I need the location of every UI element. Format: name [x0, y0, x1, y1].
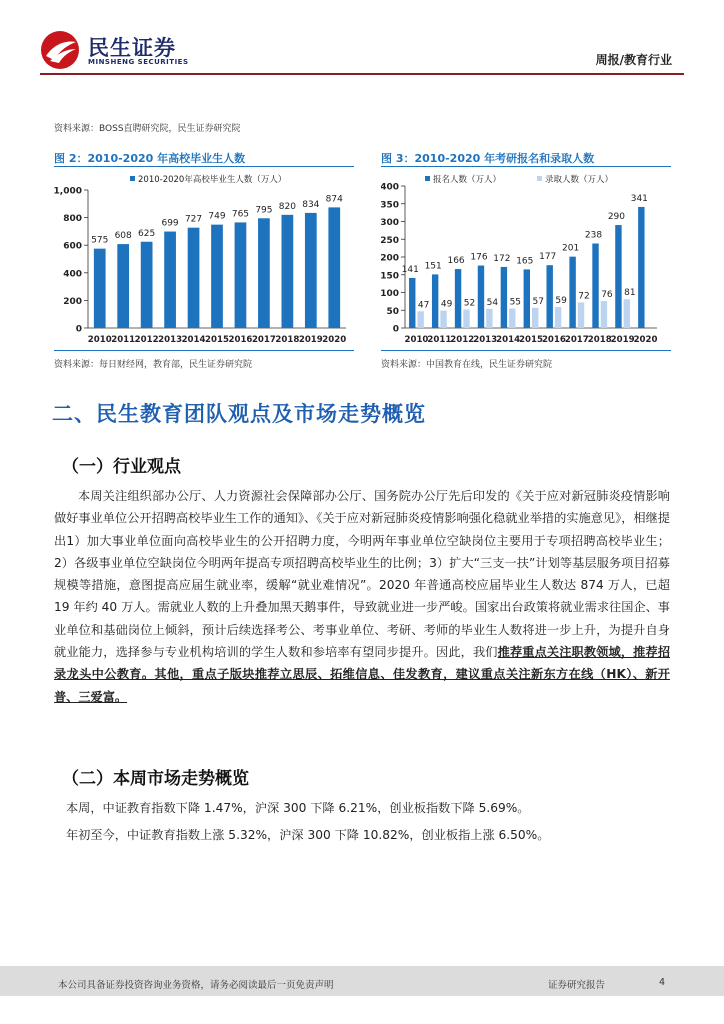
top-source-note: 资料来源：BOSS直聘研究院，民生证券研究院 — [54, 124, 241, 134]
recommendation-text: 推荐重点关注职教领域，推荐招录龙头中公教育。其他，重点子版块推荐立思辰、拓维信息、佳发教育，建议重点关注新东方在线（HK）、新开普、三爱富。 — [54, 645, 671, 704]
legend-swatch — [425, 176, 430, 181]
y-tick-label: 600 — [63, 241, 82, 252]
data-label: 141 — [401, 264, 419, 275]
data-label: 81 — [624, 288, 636, 299]
y-tick-label: 250 — [381, 235, 399, 246]
ytd-market-line: 年初至今，中证教育指数上涨 5.32%，沪深 300 下降 10.82%，创业板指上涨 6.50%。 — [66, 828, 550, 842]
y-tick-label: 1,000 — [54, 186, 82, 197]
bar — [188, 228, 200, 328]
bar — [546, 265, 552, 328]
x-tick-label: 2016 — [541, 335, 566, 345]
bar — [211, 225, 223, 328]
header-divider — [40, 73, 684, 75]
data-label: 172 — [493, 253, 511, 264]
figure2-title: 图 2：2010-2020 年高校毕业生人数 — [54, 152, 246, 165]
y-tick-label: 150 — [381, 271, 399, 282]
data-label: 608 — [114, 231, 132, 242]
y-tick-label: 0 — [392, 324, 399, 335]
footer-disclaimer: 本公司具备证券投资咨询业务资格，请务必阅读最后一页免责声明 — [58, 980, 334, 991]
legend-label: 录取人数（万人） — [545, 175, 614, 185]
data-label: 54 — [486, 297, 499, 308]
bar — [409, 278, 415, 328]
y-tick-label: 300 — [381, 218, 399, 228]
x-tick-label: 2015 — [205, 335, 229, 345]
x-tick-label: 2013 — [473, 335, 498, 345]
brand-name-en: MINSHENG SECURITIES — [88, 58, 189, 66]
data-label: 749 — [208, 211, 226, 222]
bar — [592, 244, 598, 328]
data-label: 820 — [278, 201, 296, 212]
data-label: 59 — [555, 296, 567, 307]
graduates-bar-chart — [54, 168, 354, 350]
data-label: 834 — [302, 199, 320, 210]
y-tick-label: 200 — [381, 253, 399, 264]
y-tick-label: 200 — [63, 296, 82, 307]
data-label: 177 — [539, 252, 557, 263]
y-tick-label: 400 — [63, 269, 82, 280]
data-label: 176 — [470, 252, 488, 263]
x-tick-label: 2010 — [87, 335, 112, 345]
bar — [638, 207, 644, 328]
legend-swatch — [130, 176, 135, 181]
x-tick-label: 2010 — [404, 335, 429, 345]
x-tick-label: 2016 — [228, 335, 253, 345]
bar — [555, 307, 561, 328]
data-label: 795 — [255, 205, 273, 216]
data-label: 238 — [584, 230, 603, 241]
figure2-bottom-rule — [54, 350, 354, 351]
page-number: 4 — [659, 977, 666, 988]
bar — [432, 274, 438, 328]
data-label: 166 — [447, 256, 465, 267]
bar — [235, 222, 247, 328]
legend-label: 2010-2020年高校毕业生人数（万人） — [138, 175, 287, 185]
y-tick-label: 0 — [75, 324, 82, 335]
bar — [328, 207, 340, 328]
x-tick-label: 2020 — [633, 335, 658, 345]
bar — [164, 232, 176, 328]
x-tick-label: 2017 — [564, 335, 589, 345]
y-tick-label: 50 — [386, 306, 399, 317]
figure3-title-rule — [381, 166, 671, 167]
x-tick-label: 2014 — [496, 335, 521, 345]
bar — [258, 218, 270, 328]
paragraph-body: 本周关注组织部办公厅、人力资源社会保障部办公厅、国务院办公厅先后印发的《关于应对新冠肺炎疫情影响做好事业单位公开招聘高校毕业生工作的通知》、《关于应对新冠肺炎疫情影响强化稳就业举措的实施意见》，相继提出1）加大事业单位面向高校毕业生的公开招聘力度，今明两年事业单位空缺岗位主要用于专项招聘高校毕业生；2）各级事业单位空缺岗位今明两年提高专项招聘高校毕业生的比例；3）扩大“三支一扶”计划等基层服务项目招募规模等措施，意图提高应届生就业率，缓解“就业难情况”。2020 年普通高校应届毕业生人数达 874 万人，已超 19 年约 40 万人。需就业人数的上升叠加黑天鹅事件，导致就业进一步严峻。国家出台政策将就业需求往国企、事业单位和基础岗位上倾斜，预计后续选择考公、考事业单位、考研、考师的毕业生人数将进一步上升，为提升自身就业能力，选择参与专业机构培训的学生人数和参培率有望同步提升。因此，我们 — [54, 489, 670, 660]
data-label: 151 — [424, 261, 442, 272]
bar — [282, 215, 294, 328]
bar — [486, 309, 492, 328]
bar — [94, 249, 106, 328]
x-tick-label: 2012 — [134, 335, 159, 345]
legend-swatch — [537, 176, 542, 181]
figure2-source: 资料来源：每日财经网，教育部，民生证券研究院 — [54, 360, 253, 370]
legend-label: 报名人数（万人） — [433, 175, 502, 185]
data-label: 290 — [607, 212, 626, 223]
x-tick-label: 2011 — [427, 335, 452, 345]
bar — [478, 266, 484, 328]
minsheng-logo-icon — [40, 30, 80, 70]
x-tick-label: 2014 — [181, 335, 206, 345]
data-label: 57 — [532, 296, 544, 307]
figure3-chart — [381, 168, 671, 350]
data-label: 72 — [578, 291, 590, 302]
subsection-market-overview: （二）本周市场走势概览 — [62, 769, 249, 789]
section-title: 二、民生教育团队观点及市场走势概览 — [52, 402, 426, 426]
bar — [417, 311, 423, 328]
data-label: 874 — [325, 194, 343, 205]
figure3-bottom-rule — [381, 350, 671, 351]
x-tick-label: 2020 — [322, 335, 347, 345]
x-tick-label: 2018 — [275, 335, 300, 345]
data-label: 49 — [440, 299, 453, 310]
x-tick-label: 2012 — [450, 335, 475, 345]
footer-report-type: 证券研究报告 — [548, 980, 606, 991]
data-label: 765 — [231, 209, 250, 220]
bar — [524, 269, 530, 328]
data-label: 341 — [630, 193, 648, 204]
figure3-title: 图 3：2010-2020 年考研报名和录取人数 — [381, 152, 595, 165]
bar — [305, 213, 317, 328]
y-tick-label: 800 — [63, 214, 82, 225]
industry-view-paragraph — [54, 485, 670, 708]
data-label: 575 — [91, 235, 109, 246]
bar — [615, 225, 621, 328]
data-label: 52 — [463, 298, 476, 309]
data-label: 165 — [516, 256, 534, 267]
y-tick-label: 350 — [381, 200, 399, 211]
bar — [501, 267, 507, 328]
subsection-industry-view: （一）行业观点 — [62, 457, 181, 477]
data-label: 76 — [601, 290, 613, 301]
data-label: 727 — [184, 214, 203, 225]
x-tick-label: 2018 — [587, 335, 612, 345]
figure2-chart — [54, 168, 354, 350]
data-label: 699 — [161, 218, 179, 229]
bar — [117, 244, 129, 328]
data-label: 55 — [509, 297, 522, 308]
page-header — [0, 0, 724, 76]
data-label: 201 — [562, 243, 580, 254]
bar — [440, 311, 446, 328]
figure2-title-rule — [54, 166, 354, 167]
bar — [569, 257, 575, 328]
data-label: 625 — [138, 228, 156, 239]
bar — [455, 269, 461, 328]
bar — [601, 301, 607, 328]
bar — [141, 242, 153, 328]
brand-name-cn: 民生证券 — [88, 36, 176, 60]
x-tick-label: 2011 — [111, 335, 136, 345]
bar — [509, 308, 515, 328]
x-tick-label: 2019 — [298, 335, 323, 345]
x-tick-label: 2015 — [519, 335, 543, 345]
x-tick-label: 2013 — [158, 335, 183, 345]
bar — [578, 302, 584, 328]
exam-bar-chart — [381, 168, 671, 350]
data-label: 47 — [417, 300, 430, 311]
y-tick-label: 400 — [381, 182, 399, 193]
figure3-source: 资料来源：中国教育在线，民生证券研究院 — [381, 360, 553, 370]
x-tick-label: 2017 — [251, 335, 276, 345]
bar — [624, 299, 630, 328]
document-type: 周报/教育行业 — [595, 53, 672, 67]
bar — [532, 308, 538, 328]
bar — [463, 310, 469, 328]
y-tick-label: 100 — [381, 289, 399, 299]
weekly-market-line: 本周，中证教育指数下降 1.47%，沪深 300 下降 6.21%，创业板指数下降 5.69%。 — [66, 801, 530, 815]
x-tick-label: 2019 — [610, 335, 635, 345]
